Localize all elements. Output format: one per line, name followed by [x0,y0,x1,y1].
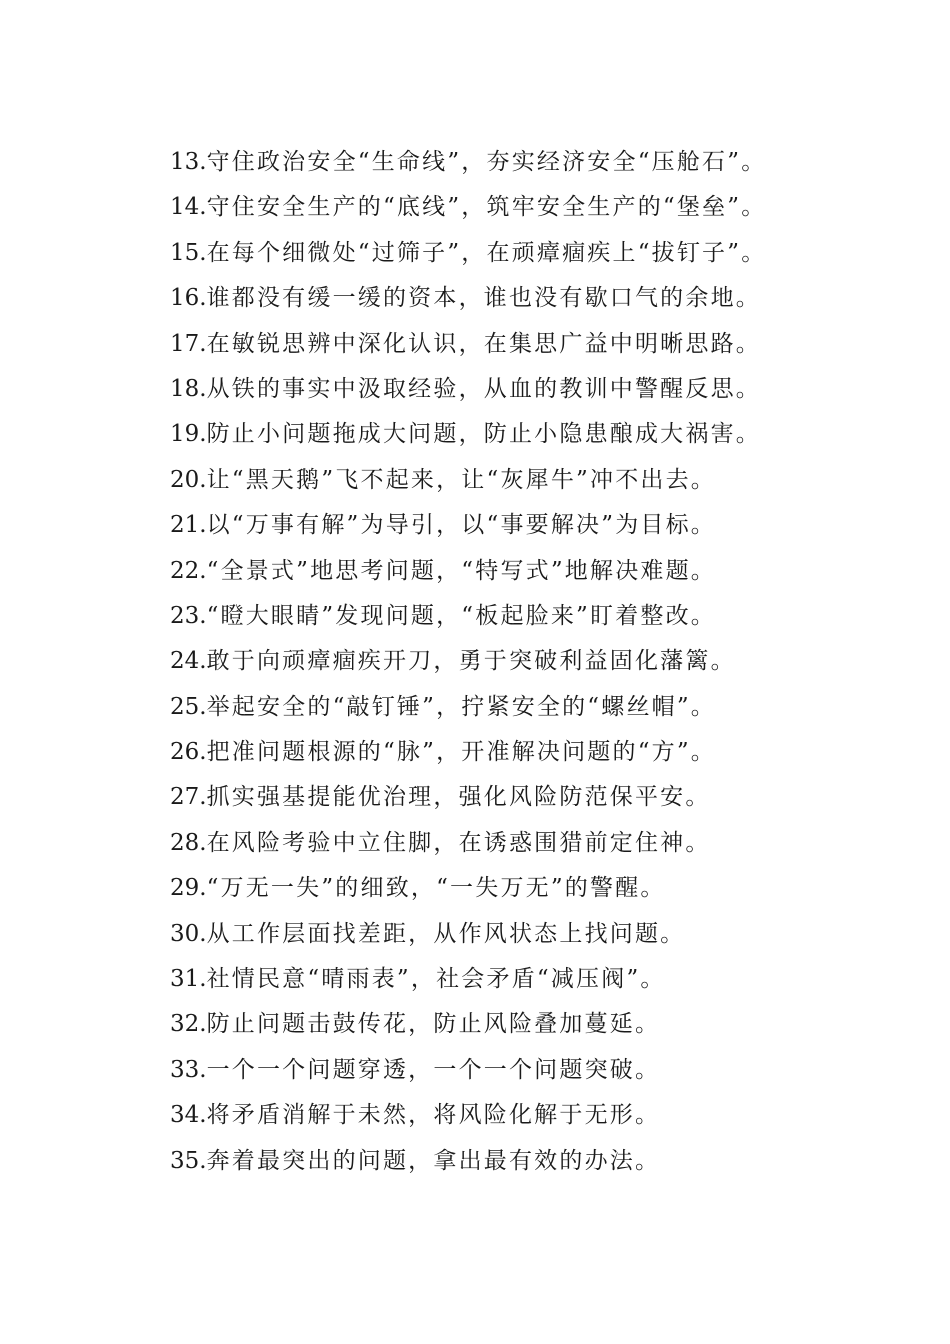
item-number: 33. [170,1056,207,1083]
item-number: 32. [170,1011,207,1038]
item-number: 16. [170,285,207,312]
list-item [170,140,870,185]
list-item [170,821,870,866]
item-text: 谁都没有缓一缓的资本，谁也没有歇口气的余地。 [206,285,761,312]
item-text: 奔着最突出的问题，拿出最有效的办法。 [206,1147,661,1174]
item-number: 20. [170,466,207,493]
item-text: “瞪大眼睛”发现问题，“板起脸来”盯着整改。 [206,602,717,629]
list-item [170,866,870,911]
item-text: 在敏锐思辨中深化认识，在集思广益中明晰思路。 [206,330,761,357]
item-text: 在每个细微处“过筛子”，在顽瘴痼疾上“拔钉子”。 [206,239,767,266]
item-number: 28. [170,829,207,856]
list-item [170,458,870,503]
list-item [170,685,870,730]
list-item [170,367,870,412]
item-text: 守住政治安全“生命线”，夯实经济安全“压舱石”。 [206,149,767,175]
item-number: 24. [170,648,207,675]
item-text: 举起安全的“敲钉锤”，拧紧安全的“螺丝帽”。 [206,693,717,720]
item-number: 25. [170,693,207,720]
list-item [170,1002,870,1047]
item-text: “万无一失”的细致，“一失万无”的警醒。 [206,875,666,902]
list-item [170,231,870,276]
item-number: 26. [170,739,207,766]
item-number: 13. [170,149,207,175]
item-number: 23. [170,602,207,629]
list-item [170,1048,870,1093]
item-text: 敢于向顽瘴痼疾开刀，勇于突破利益固化藩篱。 [206,648,736,675]
list-item [170,322,870,367]
item-number: 27. [170,784,207,811]
item-text: “全景式”地思考问题，“特写式”地解决难题。 [206,557,717,584]
list-item [170,912,870,957]
list-item [170,957,870,1002]
item-number: 18. [170,375,207,402]
item-text: 守住安全生产的“底线”，筑牢安全生产的“堡垒”。 [206,194,767,221]
item-text: 将矛盾消解于未然，将风险化解于无形。 [206,1102,661,1129]
item-number: 31. [170,966,207,993]
list-item [170,549,870,594]
list-item [170,775,870,820]
item-number: 15. [170,239,207,266]
item-text: 防止小问题拖成大问题，防止小隐患酿成大祸害。 [206,421,761,448]
item-text: 把准问题根源的“脉”，开准解决问题的“方”。 [206,739,717,766]
list-item [170,185,870,230]
list-item [170,276,870,321]
list-item [170,730,870,775]
item-text: 从工作层面找差距，从作风状态上找问题。 [206,920,686,947]
item-number: 35. [170,1147,207,1174]
numbered-list [170,140,870,1184]
list-item [170,503,870,548]
item-number: 22. [170,557,207,584]
item-text: 一个一个问题穿透，一个一个问题突破。 [206,1056,661,1083]
item-number: 29. [170,875,207,902]
item-text: 抓实强基提能优治理，强化风险防范保平安。 [206,784,711,811]
item-text: 从铁的事实中汲取经验，从血的教训中警醒反思。 [206,375,761,402]
item-text: 社情民意“晴雨表”，社会矛盾“减压阀”。 [206,966,666,993]
list-item [170,594,870,639]
item-text: 在风险考验中立住脚，在诱惑围猎前定住神。 [206,829,711,856]
list-item [170,412,870,457]
list-item [170,1139,870,1184]
item-number: 34. [170,1102,207,1129]
item-text: 让“黑天鹅”飞不起来，让“灰犀牛”冲不出去。 [206,466,717,493]
item-number: 14. [170,194,207,221]
item-text: 防止问题击鼓传花，防止风险叠加蔓延。 [206,1011,661,1038]
item-number: 19. [170,421,207,448]
item-number: 21. [170,512,207,539]
item-text: 以“万事有解”为导引，以“事要解决”为目标。 [206,512,717,539]
list-item [170,1093,870,1138]
item-number: 30. [170,920,207,947]
list-item [170,639,870,684]
item-number: 17. [170,330,207,357]
